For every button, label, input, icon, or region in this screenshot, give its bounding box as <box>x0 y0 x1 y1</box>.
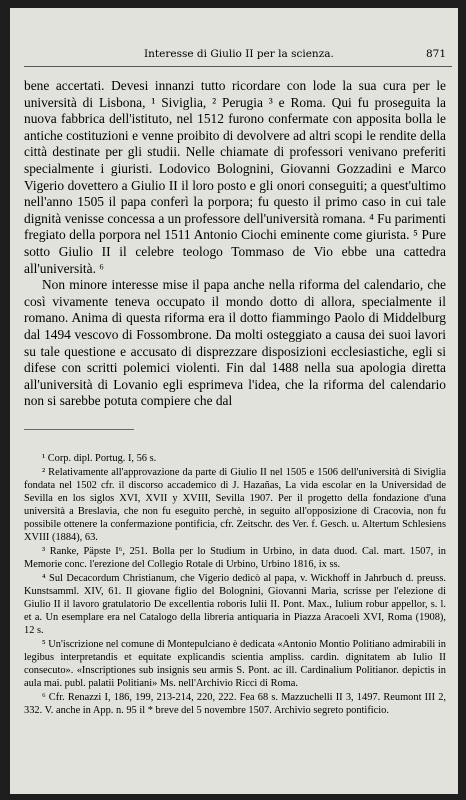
footnote-3: ³ Ranke, Päpste I⁶, 251. Bolla per lo Studium in Urbino, in data duod. Cal. mart. 1507, in Memorie conc. l'erezione del Collegio Rotale di Urbino, Urbino 1816, ix ss. <box>24 545 446 570</box>
footnote-4: ⁴ Sul Decacordum Christianum, che Vigerio dedicò al papa, v. Wickhoff in Jahrbuch d. preuss. Kunstsamml. XIV, 61. Il giovane figlio del Bolognini, Giovanni Maria, scrisse per l'elezione di Giulio II il lavoro gratulatorio De excellentia roboris Iulii II. Pont. Max., Iulium robur appellor, s. l. et a. Un esemplare era nel Catalogo della libreria antiquaria in Piazza Aracoeli XVI, Roma (1908), 12 s. <box>24 572 446 636</box>
footnote-2: ² Relativamente all'approvazione da parte di Giulio II nel 1505 e 1506 dell'università di Siviglia fondata nel 1502 cfr. il discorso accademico di J. Hazañas, La vida escolar en la Universidad de Sevilla en los siglos XVI, XVII y XVIII, Sevilla 1907. Per il progetto della fondazione d'una università a Breslavia, che non fu eseguito perchè, in seguito all'opposizione di Cracovia, non fu possibile ottenere la confermazione pontificia, cfr. Zeitschr. des Ver. f. Gesch. u. Altertum Schlesiens XVIII (1884), 63. <box>24 466 446 544</box>
paragraph-1: bene accertati. Devesi innanzi tutto ricordare con lode la sua cura per le università di Lisbona, ¹ Siviglia, ² Perugia ³ e Roma. Qui fu proseguita la nuova fabbrica dell'istituto, nel 1512 furono confermate con apposita bolla le antiche costituzioni e venne proibito di devolvere ad altri scopi le rendite della città destinate per gli studii. Nelle chiamate di professori venivano preferiti specialmente i giuristi. Lodovico Bolognini, Giovanni Gozzadini e Marco Vigerio dovettero a Giulio II il loro posto e gli onori conseguiti; a quest'ultimo nell'anno 1505 il papa conferì la porpora; fu questo il primo caso in cui tale dignità venisse concessa a un professore dell'università romana. ⁴ Fu parimenti fregiato della porpora nel 1511 Antonio Ciochi eminente come giurista. ⁵ Pure sotto Giulio II il celebre teologo Tommaso de Vio ebbe una cattedra all'università. ⁶ <box>24 78 446 276</box>
footnotes <box>24 452 446 717</box>
running-header <box>24 46 452 62</box>
header-rule <box>24 66 452 67</box>
footnote-6: ⁶ Cfr. Renazzi I, 186, 199, 213-214, 220, 222. Fea 68 s. Mazzuchelli II 3, 1497. Reumont III 2, 332. V. anche in App. n. 95 il * breve del 5 novembre 1507. Archivio segreto pontificio. <box>24 691 446 716</box>
footnote-rule <box>24 429 134 430</box>
paragraph-2: Non minore interesse mise il papa anche nella riforma del calendario, che così vivamente teneva occupato il mondo dotto di allora, specialmente il romano. Anima di questa riforma era il dotto fiammingo Paolo di Middelburg dal 1494 vescovo di Fossombrone. Da molti osteggiato a causa dei suoi lavori su tale questione e accusato di disprezzare disposizioni ecclesiastiche, egli si difese con scritti polemici violenti. Fin dal 1488 nella sua apologia diretta all'università di Lovanio egli esprimeva l'idea, che la riforma del calendario non si sarebbe potuta compiere che dal <box>24 277 446 409</box>
main-text <box>24 78 446 410</box>
running-title: Interesse di Giulio II per la scienza. <box>144 48 334 60</box>
page-number: 871 <box>425 48 446 60</box>
footnote-5: ⁵ Un'iscrizione nel comune di Montepulciano è dedicata «Antonio Montio Politiano admirabili in legibus interpretandis et equitate explicandis scientia ampliss. cardin. dignitatem ab Iulio II consecuto». «Inscriptiones sub insignis seu armis S. Pont. ac ill. Cardinalium Politianor. depictis in aula mai. publ. palatii Politiani» Ms. nell'Archivio Ricci di Roma. <box>24 638 446 689</box>
footnote-1: ¹ Corp. dipl. Portug. I, 56 s. <box>42 453 157 464</box>
